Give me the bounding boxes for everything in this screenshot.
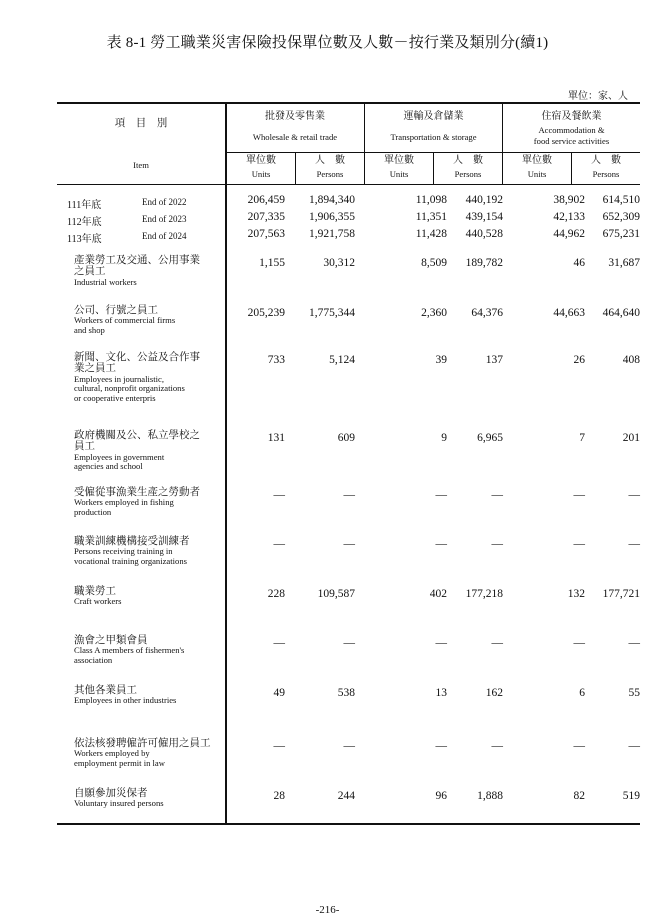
value-cell: — bbox=[273, 538, 285, 550]
category-label bbox=[74, 586, 234, 607]
subheader-persons-en: Persons bbox=[592, 169, 620, 179]
item-header-en: Item bbox=[133, 160, 149, 170]
value-cell: 55 bbox=[628, 687, 640, 699]
value-cell: 6,965 bbox=[477, 432, 503, 444]
value-cell: 733 bbox=[267, 354, 285, 366]
value-cell: 82 bbox=[573, 790, 585, 802]
value-cell: — bbox=[573, 740, 585, 752]
unit-label: 單位：家、人 bbox=[568, 91, 628, 102]
value-cell: 30,312 bbox=[323, 257, 355, 269]
value-cell: — bbox=[628, 740, 640, 752]
value-cell: 1,906,355 bbox=[309, 211, 355, 223]
value-cell: 652,309 bbox=[602, 211, 640, 223]
value-cell: 7 bbox=[579, 432, 585, 444]
value-cell: — bbox=[435, 637, 447, 649]
category-label-en: Workers of commercial firms bbox=[74, 315, 176, 326]
value-cell: 38,902 bbox=[553, 194, 585, 206]
value-cell: 109,587 bbox=[317, 588, 355, 600]
value-cell: — bbox=[628, 489, 640, 501]
category-label-en: Employees in government bbox=[74, 451, 165, 462]
year-label-en: End of 2023 bbox=[142, 214, 187, 224]
subheader-persons-zh: 人 數 bbox=[591, 155, 621, 166]
category-label-en: Employees in other industries bbox=[74, 695, 177, 706]
category-label-en: Industrial workers bbox=[74, 276, 137, 287]
value-cell: — bbox=[435, 538, 447, 550]
category-row bbox=[57, 788, 640, 834]
category-label-zh: 其他各業員工 bbox=[74, 685, 137, 696]
value-cell: — bbox=[573, 538, 585, 550]
top-rule bbox=[57, 102, 640, 104]
value-cell: 162 bbox=[485, 687, 503, 699]
category-label-en: production bbox=[74, 506, 112, 517]
group-wholesale-zh: 批發及零售業 bbox=[265, 111, 325, 122]
group-accommodation-en2: food service activities bbox=[533, 136, 610, 146]
category-row bbox=[57, 738, 640, 784]
category-label-zh: 公司、行號之員工 bbox=[74, 305, 158, 316]
value-cell: — bbox=[628, 637, 640, 649]
value-cell: 44,962 bbox=[553, 228, 585, 240]
group-transport-en: Transportation & storage bbox=[390, 132, 477, 142]
value-cell: — bbox=[343, 538, 355, 550]
value-cell: 137 bbox=[485, 354, 503, 366]
category-label bbox=[74, 685, 234, 706]
value-cell: 132 bbox=[567, 588, 585, 600]
category-label-en: Employees in journalistic, bbox=[74, 373, 164, 384]
category-label-zh: 受僱從事漁業生產之勞動者 bbox=[74, 487, 200, 498]
value-cell: 46 bbox=[573, 257, 585, 269]
category-label bbox=[74, 430, 234, 472]
category-label-en: Workers employed in fishing bbox=[74, 497, 174, 508]
value-cell: 402 bbox=[429, 588, 447, 600]
category-label-en: Class A members of fishermen's bbox=[74, 645, 185, 656]
category-label-en: and shop bbox=[74, 324, 105, 335]
category-label-en: agencies and school bbox=[74, 461, 143, 472]
value-cell: 440,192 bbox=[465, 194, 503, 206]
value-cell: 39 bbox=[435, 354, 447, 366]
value-cell: 42,133 bbox=[553, 211, 585, 223]
category-row bbox=[57, 487, 640, 533]
value-cell: 440,528 bbox=[465, 228, 503, 240]
subheader-persons-en: Persons bbox=[316, 169, 344, 179]
value-cell: — bbox=[435, 489, 447, 501]
subheader-units-en: Units bbox=[389, 169, 409, 179]
subheader-units-en: Units bbox=[251, 169, 271, 179]
value-cell: 1,888 bbox=[477, 790, 503, 802]
category-row bbox=[57, 635, 640, 681]
category-label-en: employment permit in law bbox=[74, 757, 165, 768]
value-cell: — bbox=[491, 637, 503, 649]
subheader-units-en: Units bbox=[527, 169, 547, 179]
value-cell: 177,721 bbox=[602, 588, 640, 600]
subheader-persons-en: Persons bbox=[454, 169, 482, 179]
category-label-en: association bbox=[74, 654, 113, 665]
value-cell: 206,459 bbox=[247, 194, 285, 206]
item-header-zh: 項 目 別 bbox=[114, 118, 168, 129]
value-cell: — bbox=[343, 740, 355, 752]
category-label-zh: 自願參加災保者 bbox=[74, 788, 148, 799]
value-cell: — bbox=[343, 489, 355, 501]
subheader-persons-zh: 人 數 bbox=[453, 155, 483, 166]
value-cell: 6 bbox=[579, 687, 585, 699]
header-bottom-rule bbox=[57, 184, 640, 185]
category-label-en: Craft workers bbox=[74, 596, 122, 607]
value-cell: — bbox=[491, 538, 503, 550]
value-cell: 201 bbox=[622, 432, 640, 444]
value-cell: 1,775,344 bbox=[309, 307, 355, 319]
value-cell: 464,640 bbox=[602, 307, 640, 319]
group-transport-zh: 運輸及倉儲業 bbox=[403, 111, 464, 122]
value-cell: 228 bbox=[267, 588, 285, 600]
value-cell: 205,239 bbox=[247, 307, 285, 319]
category-label-zh: 業之員工 bbox=[74, 363, 116, 375]
year-row bbox=[57, 195, 640, 209]
value-cell: 31,687 bbox=[608, 257, 640, 269]
category-label-zh: 職業訓練機構接受訓練者 bbox=[74, 536, 190, 547]
category-label bbox=[74, 788, 234, 809]
value-cell: — bbox=[628, 538, 640, 550]
category-label-zh: 依法核發聘僱許可僱用之員工 bbox=[74, 738, 211, 749]
category-label-zh: 產業勞工及交通、公用事業 bbox=[74, 255, 200, 266]
category-label bbox=[74, 487, 234, 518]
value-cell: 9 bbox=[441, 432, 447, 444]
value-cell: 11,098 bbox=[415, 194, 447, 206]
category-label-zh: 之員工 bbox=[74, 266, 106, 278]
category-label-zh: 政府機關及公、私立學校之 bbox=[74, 430, 200, 441]
subheader-persons-zh: 人 數 bbox=[315, 155, 345, 166]
category-row bbox=[57, 685, 640, 731]
category-label-en: or cooperative enterpris bbox=[74, 392, 156, 403]
category-label bbox=[74, 536, 234, 567]
value-cell: — bbox=[573, 489, 585, 501]
value-cell: 26 bbox=[573, 354, 585, 366]
value-cell: — bbox=[435, 740, 447, 752]
value-cell: 519 bbox=[622, 790, 640, 802]
category-label-zh: 漁會之甲類會員 bbox=[74, 635, 148, 646]
category-label bbox=[74, 635, 234, 666]
category-row bbox=[57, 586, 640, 632]
group-wholesale-en: Wholesale & retail trade bbox=[252, 132, 338, 142]
subheader-units-zh: 單位數 bbox=[384, 155, 414, 166]
category-label-zh: 新聞、文化、公益及合作事 bbox=[74, 352, 200, 363]
value-cell: 609 bbox=[337, 432, 355, 444]
year-label-zh: 111年底 bbox=[67, 200, 102, 211]
page-number: -216- bbox=[315, 904, 340, 916]
group-accommodation-en1: Accommodation & bbox=[538, 125, 605, 135]
value-cell: 11,428 bbox=[415, 228, 447, 240]
value-cell: 1,155 bbox=[259, 257, 285, 269]
value-cell: 28 bbox=[273, 790, 285, 802]
category-label-en: Persons receiving training in bbox=[74, 546, 173, 557]
value-cell: — bbox=[273, 740, 285, 752]
year-label-en: End of 2024 bbox=[142, 231, 187, 241]
category-label bbox=[74, 255, 234, 287]
value-cell: 614,510 bbox=[602, 194, 640, 206]
year-row bbox=[57, 229, 640, 243]
table-title: 表 8-1 勞工職業災害保險投保單位數及人數－按行業及類別分(續1) bbox=[106, 35, 549, 51]
value-cell: 207,335 bbox=[247, 211, 285, 223]
value-cell: 131 bbox=[267, 432, 285, 444]
value-cell: 96 bbox=[435, 790, 447, 802]
category-row bbox=[57, 255, 640, 301]
value-cell: 2,360 bbox=[421, 307, 447, 319]
category-label-en: Voluntary insured persons bbox=[74, 798, 164, 809]
subheader-units-zh: 單位數 bbox=[522, 155, 552, 166]
value-cell: 11,351 bbox=[415, 211, 447, 223]
value-cell: — bbox=[573, 637, 585, 649]
value-cell: — bbox=[273, 489, 285, 501]
category-row bbox=[57, 352, 640, 403]
category-label-zh: 員工 bbox=[74, 441, 95, 453]
category-label-en: Workers employed by bbox=[74, 748, 150, 759]
value-cell: — bbox=[343, 637, 355, 649]
group-accommodation-zh: 住宿及餐飲業 bbox=[541, 111, 602, 122]
category-row bbox=[57, 536, 640, 582]
category-label-en: vocational training organizations bbox=[74, 555, 187, 566]
value-cell: 408 bbox=[622, 354, 640, 366]
category-label bbox=[74, 738, 234, 769]
year-label-zh: 113年底 bbox=[67, 234, 102, 245]
data-table bbox=[57, 102, 640, 825]
value-cell: 207,563 bbox=[247, 228, 285, 240]
year-row bbox=[57, 212, 640, 226]
value-cell: 64,376 bbox=[471, 307, 503, 319]
value-cell: 1,894,340 bbox=[309, 194, 355, 206]
value-cell: 13 bbox=[435, 687, 447, 699]
category-row bbox=[57, 305, 640, 351]
value-cell: 675,231 bbox=[602, 228, 640, 240]
value-cell: — bbox=[491, 740, 503, 752]
category-label bbox=[74, 352, 234, 404]
category-row bbox=[57, 430, 640, 476]
year-label-en: End of 2022 bbox=[142, 197, 187, 207]
value-cell: 439,154 bbox=[465, 211, 503, 223]
value-cell: 1,921,758 bbox=[309, 228, 355, 240]
year-label-zh: 112年底 bbox=[67, 217, 102, 228]
value-cell: 244 bbox=[337, 790, 355, 802]
value-cell: 538 bbox=[337, 687, 355, 699]
value-cell: 8,509 bbox=[421, 257, 447, 269]
value-cell: — bbox=[491, 489, 503, 501]
category-label-zh: 職業勞工 bbox=[74, 586, 116, 597]
value-cell: — bbox=[273, 637, 285, 649]
category-label bbox=[74, 305, 234, 336]
value-cell: 5,124 bbox=[329, 354, 355, 366]
value-cell: 49 bbox=[273, 687, 285, 699]
value-cell: 44,663 bbox=[553, 307, 585, 319]
subheader-units-zh: 單位數 bbox=[246, 155, 276, 166]
value-cell: 189,782 bbox=[465, 257, 503, 269]
value-cell: 177,218 bbox=[465, 588, 503, 600]
category-label-en: cultural, nonprofit organizations bbox=[74, 383, 185, 394]
